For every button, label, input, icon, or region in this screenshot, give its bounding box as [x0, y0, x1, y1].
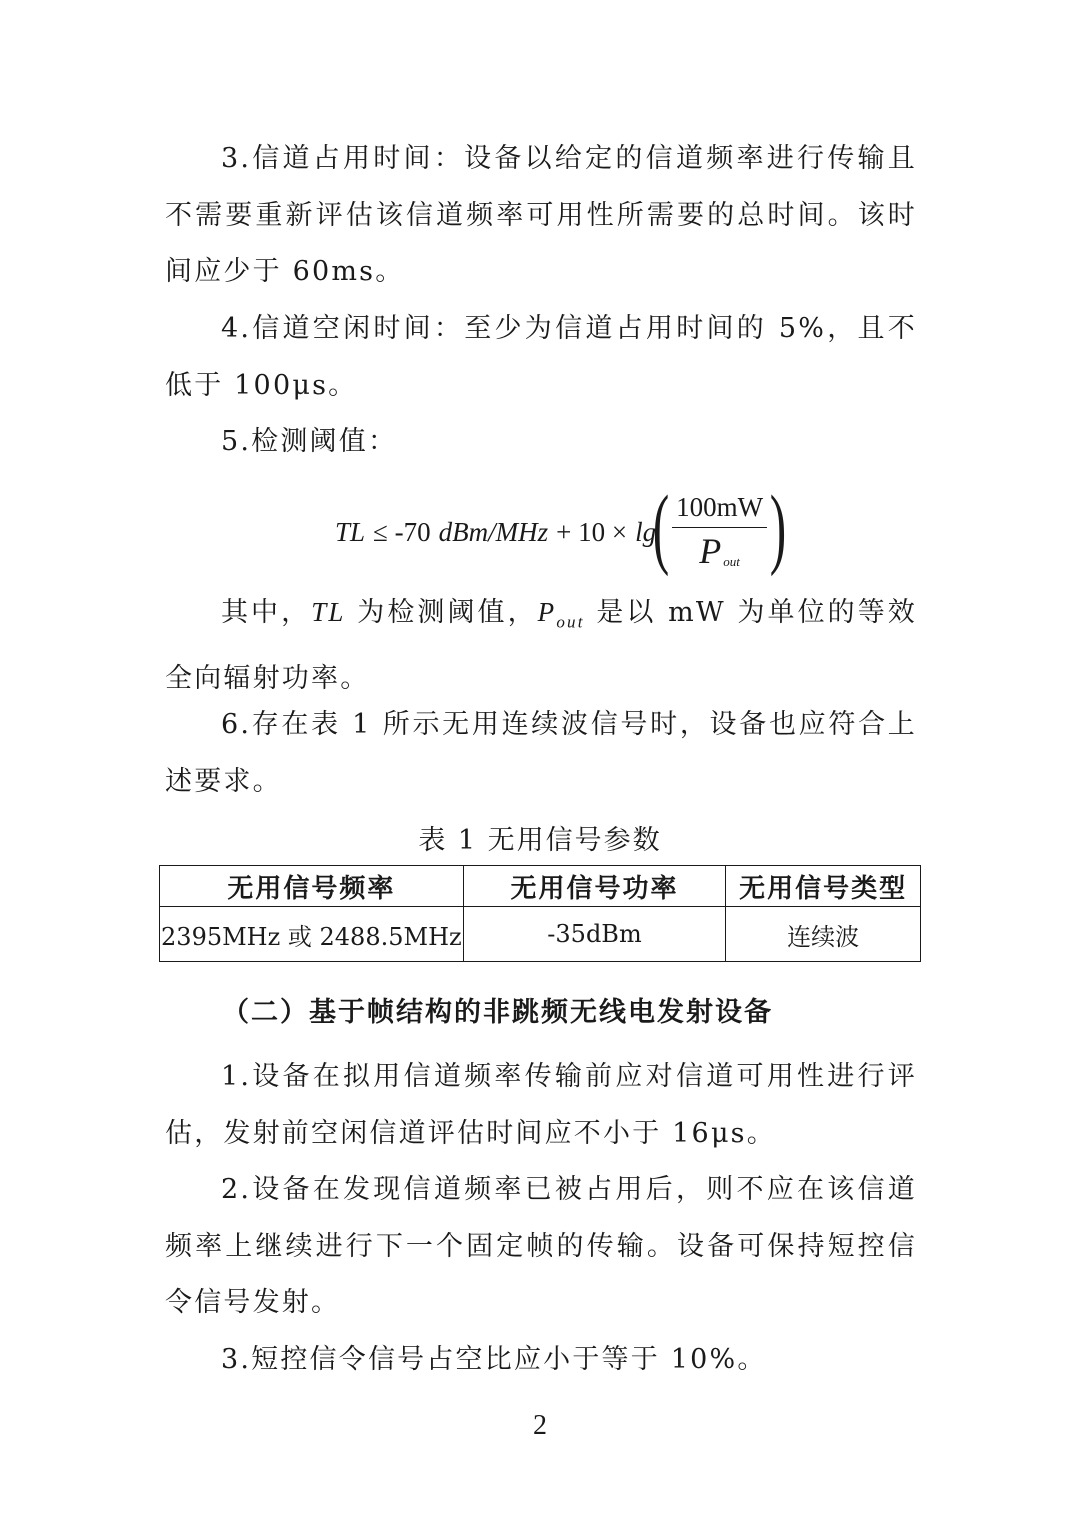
formula-operator: ≤ -70	[373, 516, 431, 547]
formula-func: lg	[635, 516, 657, 547]
paragraph-occupied-channel: 2.设备在发现信道频率已被占用后，则不应在该信道频率上继续进行下一个固定帧的传输。设备可保持短控信令信号发射。	[165, 1174, 917, 1318]
section-heading: （二）基于帧结构的非跳频无线电发射设备	[222, 997, 773, 1028]
paragraph-detection-threshold: 5.检测阈值：	[221, 426, 398, 457]
paragraph-unwanted-signal: 6.存在表 1 所示无用连续波信号时，设备也应符合上述要求。	[165, 709, 917, 797]
formula-lhs: TL	[335, 516, 366, 547]
table-caption: 表 1 无用信号参数	[418, 825, 662, 856]
formula-unit: dBm/MHz	[438, 516, 549, 547]
header-frequency: 无用信号频率	[160, 866, 464, 907]
paragraph-channel-assessment: 1.设备在拟用信道频率传输前应对信道可用性进行评估，发射前空闲信道评估时间应不小于 16μs。	[165, 1061, 917, 1149]
left-paren: (	[652, 478, 670, 577]
cell-frequency: 2395MHz 或 2488.5MHz	[160, 907, 464, 962]
table-row	[160, 907, 921, 962]
paragraph-formula-explanation: 其中，TL 为检测阈值，$P_{out}$ 是以 mW 为单位的等效全向辐射功率。	[165, 597, 917, 694]
page-number: 2	[533, 1410, 547, 1441]
unwanted-signal-table	[159, 865, 921, 962]
cell-power: -35dBm	[463, 907, 726, 962]
paragraph-duty-cycle: 3.短控信令信号占空比应小于等于 10%。	[221, 1344, 767, 1375]
paragraph-channel-idle-time: 4.信道空闲时间：至少为信道占用时间的 5%，且不低于 100μs。	[165, 313, 917, 401]
formula-denominator: P $_{out}$	[699, 531, 740, 572]
formula-plus: + 10 ×	[556, 516, 628, 547]
header-power: 无用信号功率	[463, 866, 726, 907]
cell-type: 连续波	[726, 907, 921, 962]
formula-fraction	[672, 492, 767, 573]
detection-threshold-formula	[335, 478, 787, 582]
formula-numerator: 100mW	[676, 491, 764, 522]
header-type: 无用信号类型	[726, 866, 921, 907]
paragraph-channel-occupancy-time: 3.信道占用时间：设备以给定的信道频率进行传输且不需要重新评估该信道频率可用性所需要的总时间。该时间应少于 60ms。	[165, 143, 917, 287]
table-header-row	[160, 866, 921, 907]
right-paren: )	[769, 478, 787, 577]
